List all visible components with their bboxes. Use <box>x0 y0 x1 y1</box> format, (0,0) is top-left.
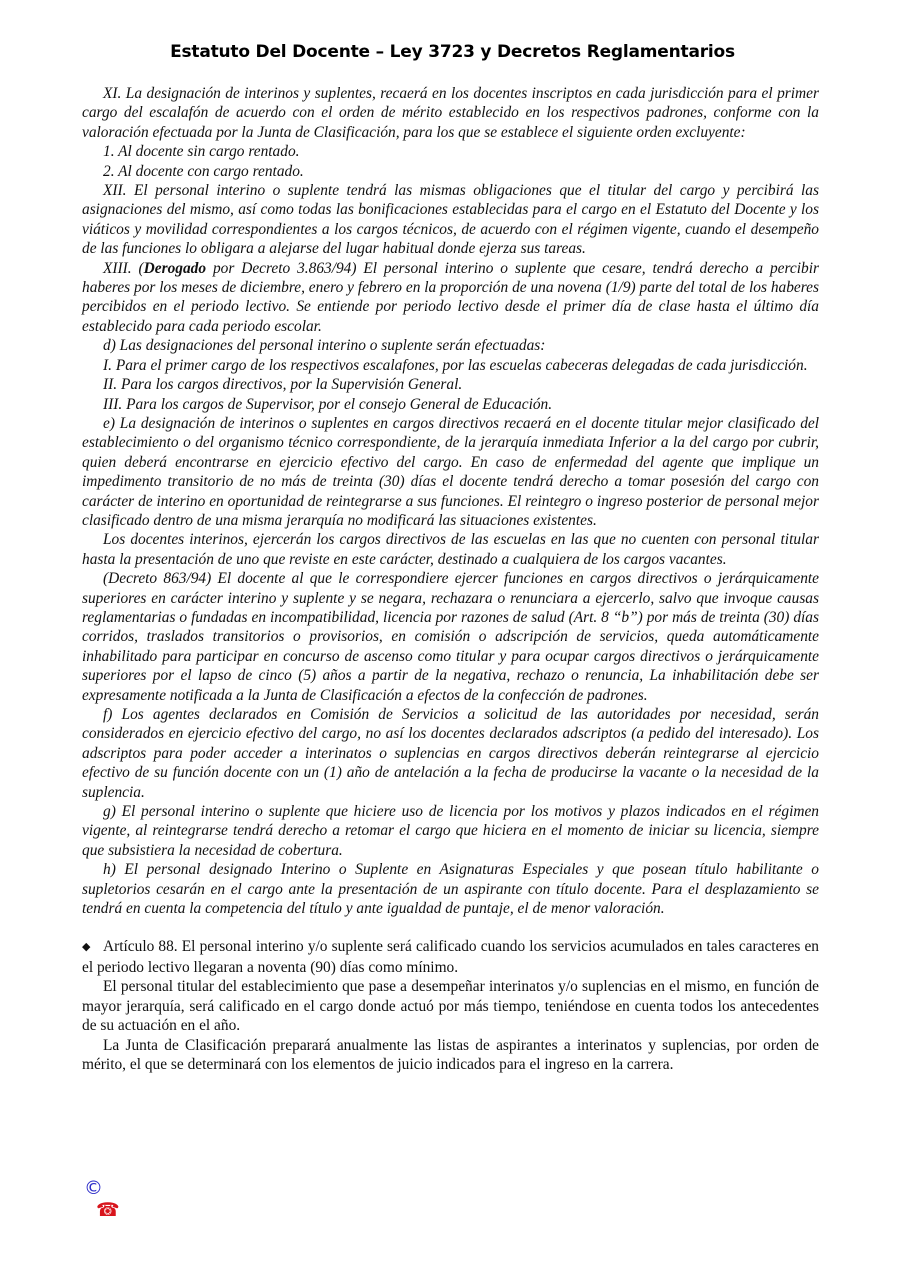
paragraph-d-i: I. Para el primer cargo de los respectivos escalafones, por las escuelas cabeceras delegadas de cada jurisdicción. <box>103 356 808 374</box>
derogado-label: Derogado <box>143 259 207 277</box>
article-paragraph-junta: La Junta de Clasificación preparará anualmente las listas de aspirantes a interinatos y suplencias, por orden de mérito, el que se determinará con los elementos de juicio indicados para el ingreso en la carrera. <box>82 1036 819 1073</box>
paragraph-xi: XI. La designación de interinos y suplentes, recaerá en los docentes inscriptos en cada jurisdicción para el primer cargo del escalafón de acuerdo con el orden de mérito establecido en los respectivos padrones, conforme con la valoración efectuada por la Junta de Clasificación, para los que se establece el siguiente orden excluyente: <box>82 85 819 141</box>
paragraph-xii: XII. El personal interino o suplente tendrá las mismas obligaciones que el titular del cargo y percibirá las asignaciones del mismo, así como todas las bonificaciones establecidas para el cargo en el Estatuto del Docente y los viáticos y movilidad correspondientes a los cargos técnicos, de acuerdo con el régimen vigente, cuando el desempeño de las funciones lo obligara a alejarse del lugar habitual donde ejerza sus tareas. <box>82 182 819 258</box>
paragraph-f: f) Los agentes declarados en Comisión de Servicios a solicitud de las autoridades por necesidad, serán considerados en ejercicio efectivo del cargo, no así los docentes declarados adscriptos (a pedido del interesado). Los adscriptos para poder acceder a interinatos o suplencias en cargos directivos deberán reintegrarse al ejercicio efectivo de su función docente con un (1) año de antelación a la fecha de producirse la vacante o la necesidad de la suplencia. <box>82 706 819 801</box>
document-body <box>82 84 819 1074</box>
copyright-icon: © <box>84 1177 103 1199</box>
paragraph-xiii-text: por Decreto 3.863/94) El personal interino o suplente que cesare, tendrá derecho a percibir haberes por los meses de diciembre, enero y febrero en la proporción de una novena (1/9) parte del total de los haberes percibidos en el periodo lectivo. Se entiende por periodo lectivo desde el primer día de clase hasta el último día establecido para cada periodo escolar. <box>82 259 819 335</box>
section-gap <box>82 918 819 937</box>
paragraph-e: e) La designación de interinos o suplentes en cargos directivos recaerá en el docente titular mejor clasificado del establecimiento o del organismo técnico correspondiente, de la jerarquía inmediata Inferior a la del cargo por cubrir, quien deberá encontrarse en ejercicio efectivo del cargo. En caso de enfermedad del agente que implique un impedimento transitorio de no más de treinta (30) días el docente tendrá derecho a tomar posesión del cargo con carácter de interino en oportunidad de reintegrarse a sus funciones. El reintegro o ingreso posterior de personal mejor clasificado dentro de una misma jerarquía no modificará las situaciones existentes. <box>82 414 819 529</box>
article-88-text: Artículo 88. El personal interino y/o suplente será calificado cuando los servicios acumulados en tales caracteres en el periodo lectivo llegaran a noventa (90) días como mínimo. <box>82 938 819 976</box>
paragraph-d-ii: II. Para los cargos directivos, por la Supervisión General. <box>103 376 463 394</box>
footer-icons <box>84 1178 124 1228</box>
article-paragraph-titular: El personal titular del establecimiento que pase a desempeñar interinatos y/o suplencias en el mismo, en función de mayor jerarquía, será calificado en el cargo donde actuó por más tiempo, teniéndose en cuenta todos los antecedentes de su actuación en el año. <box>82 978 819 1035</box>
page-title: Estatuto Del Docente – Ley 3723 y Decretos Reglamentarios <box>170 42 735 62</box>
paragraph-e-interinos: Los docentes interinos, ejercerán los cargos directivos de las escuelas en las que no cuenten con personal titular hasta la presentación de uno que reviste en este carácter, destinado a cualquiera de los cargos vacantes. <box>82 531 819 568</box>
paragraph-xiii <box>82 259 819 337</box>
paragraph-e-decreto: (Decreto 863/94) El docente al que le correspondiere ejercer funciones en cargos directivos o jerárquicamente superiores en carácter interino y suplente y se negara, rechazara o renunciara a ejercerlo, salvo que invoque causas reglamentarias o fundadas en incompatibilidad, licencia por razones de salud (Art. 8 “b”) por más de treinta (30) días corridos, traslados transitorios o provisorios, en comisión o adscripción de servicios, queda automáticamente inhabilitado para participar en concurso de ascenso como titular y para ocupar cargos directivos o jerárquicamente superiores por el lapso de cinco (5) años a partir de la negativa, rechazo o renuncia, La inhabilitación debe ser expresamente notificada a la Junta de Clasificación a efectos de la confección de padrones. <box>82 570 819 704</box>
diamond-bullet-icon: ◆ <box>82 941 91 954</box>
article-88-paragraph <box>82 937 819 977</box>
list-item-1: 1. Al docente sin cargo rentado. <box>103 143 300 161</box>
paragraph-d-iii: III. Para los cargos de Supervisor, por el consejo General de Educación. <box>103 395 553 413</box>
paragraph-g: g) El personal interino o suplente que hiciere uso de licencia por los motivos y plazos indicados en el régimen vigente, al reintegrarse tendrá derecho a retomar el cargo que hiciera en el momento de iniciar su licencia, siempre que subsistiera la necesidad de cobertura. <box>82 803 819 859</box>
paragraph-h: h) El personal designado Interino o Suplente en Asignaturas Especiales y que posean título habilitante o supletorios cesarán en el cargo ante la presentación de un aspirante con título docente. Para el desplazamiento se tendrá en cuenta la competencia del título y ante igualdad de puntaje, el de menor valoración. <box>82 861 819 918</box>
list-item-2: 2. Al docente con cargo rentado. <box>103 162 304 180</box>
paragraph-xiii-prefix: XIII. ( <box>103 259 144 277</box>
phone-icon: ☎ <box>96 1199 120 1221</box>
paragraph-d: d) Las designaciones del personal interino o suplente serán efectuadas: <box>103 337 546 355</box>
